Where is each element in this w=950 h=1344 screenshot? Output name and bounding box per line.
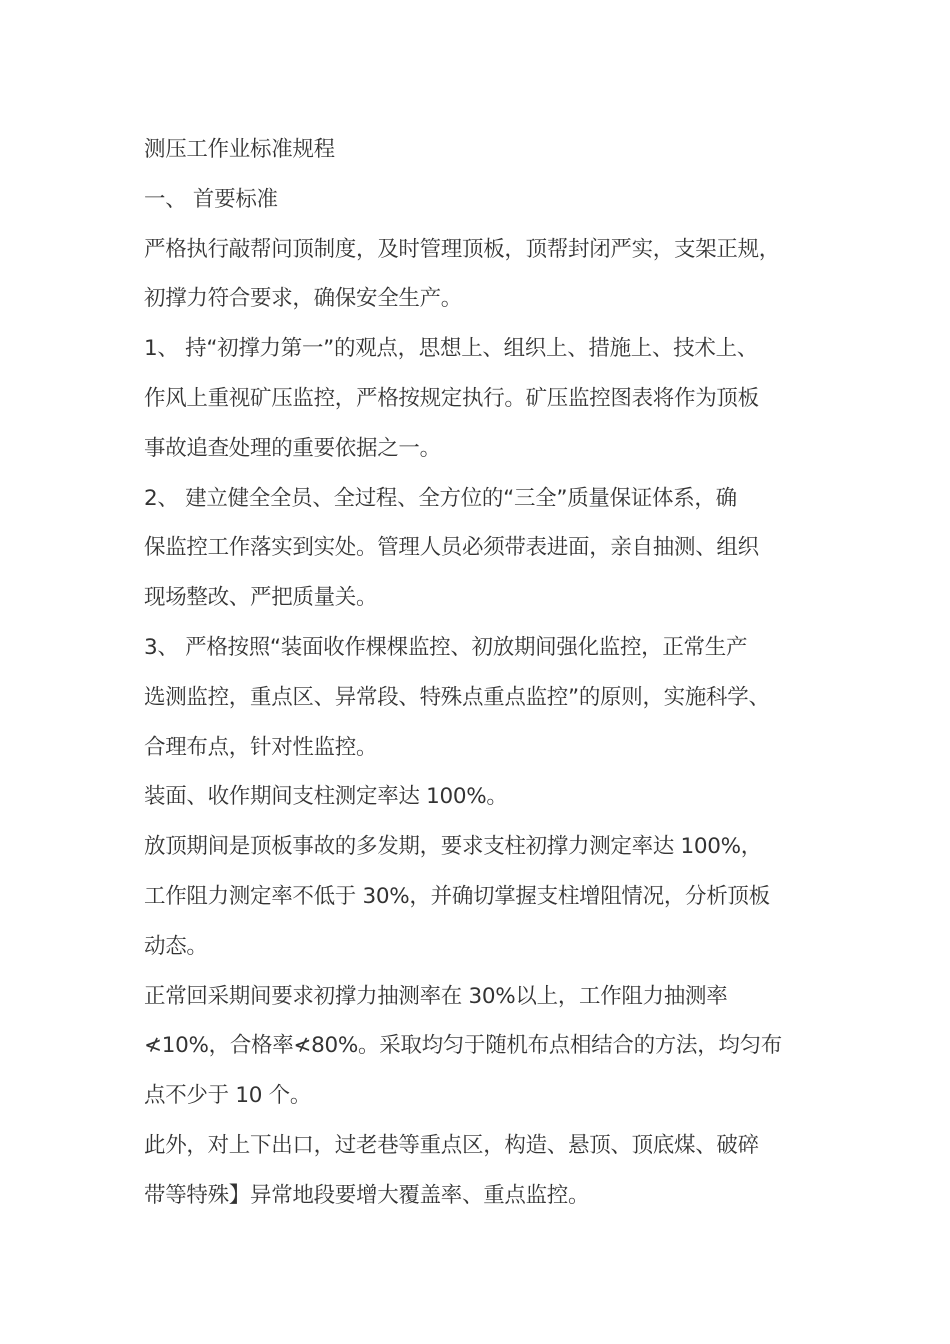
- document-title: 测压工作业标准规程: [144, 137, 335, 162]
- text-line: 选测监控，重点区、异常段、特殊点重点监控”的原则，实施科学、: [144, 684, 770, 710]
- document-body: [144, 125, 824, 1221]
- text-line: 合理布点，针对性监控。: [144, 734, 378, 760]
- text-line: ≮10%，合格率≮80%。采取均匀于随机布点相结合的方法，均匀布: [144, 1033, 783, 1059]
- text-line: 1、 持“初撑力第一”的观点，思想上、组织上、措施上、技术上、: [144, 336, 758, 362]
- text-line: 装面、收作期间支柱测定率达 100%。: [144, 784, 508, 810]
- text-line: 保监控工作落实到实处。管理人员必须带表进面，亲自抽测、组织: [144, 535, 759, 561]
- text-line: 严格执行敲帮问顶制度，及时管理顶板，顶帮封闭严实，支架正规，: [144, 236, 781, 262]
- text-line: 工作阻力测定率不低于 30%，并确切掌握支柱增阻情况，分析顶板: [144, 883, 770, 909]
- text-line: 现场整改、严把质量关。: [144, 585, 378, 611]
- text-line: 点不少于 10 个。: [144, 1083, 312, 1109]
- text-line: 放顶期间是顶板事故的多发期，要求支柱初撑力测定率达 100%，: [144, 834, 763, 860]
- text-line: 3、 严格按照“装面收作棵棵监控、初放期间强化监控，正常生产: [144, 634, 748, 660]
- text-line: 2、 建立健全全员、全过程、全方位的“三全”质量保证体系，确: [144, 485, 737, 511]
- text-line: 带等特殊】异常地段要增大覆盖率、重点监控。: [144, 1182, 590, 1208]
- text-line: 事故追查处理的重要依据之一。: [144, 435, 441, 461]
- section-heading: 一、 首要标准: [144, 186, 278, 212]
- text-line: 作风上重视矿压监控，严格按规定执行。矿压监控图表将作为顶板: [144, 385, 759, 411]
- text-line: 正常回采期间要求初撑力抽测率在 30%以上，工作阻力抽测率: [144, 983, 728, 1009]
- text-line: 动态。: [144, 933, 208, 959]
- text-line: 此外，对上下出口，过老巷等重点区，构造、悬顶、顶底煤、破碎: [144, 1132, 759, 1158]
- text-line: 初撑力符合要求，确保安全生产。: [144, 286, 463, 312]
